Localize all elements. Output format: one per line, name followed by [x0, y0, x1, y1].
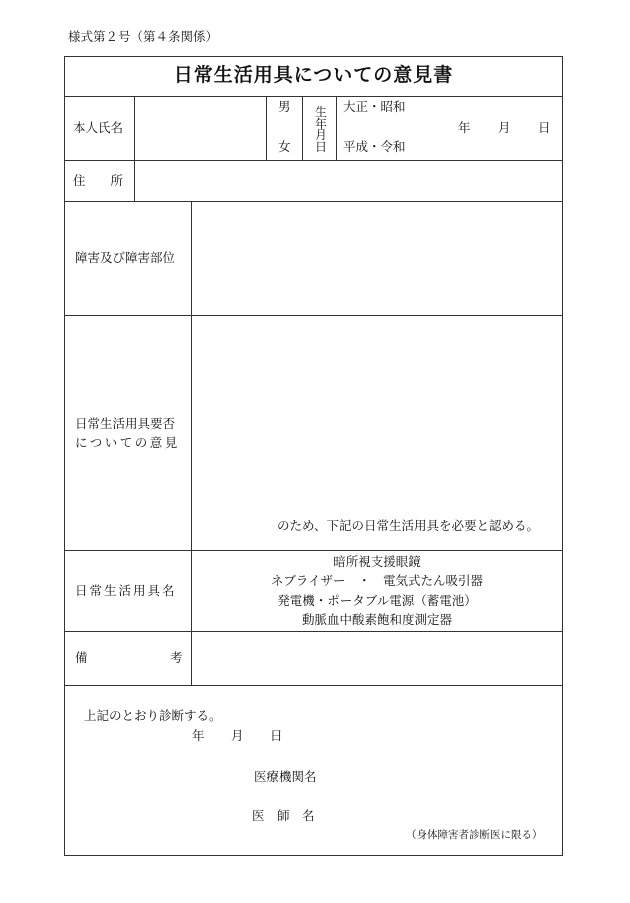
institution-label: 医療機関名 [254, 769, 317, 784]
disability-label: 障害及び障害部位 [75, 250, 176, 265]
divider-name-label [134, 96, 135, 201]
device-item[interactable]: ネブライザー ・ 電気式たん吸引器 [270, 573, 484, 588]
line-address [64, 201, 563, 202]
line-name [64, 160, 563, 161]
diagnosis-statement: 上記のとおり診断する。 [84, 708, 222, 723]
era-upper[interactable]: 大正・昭和 [343, 99, 406, 114]
form-frame [64, 56, 563, 856]
device-item[interactable]: 発電機・ポータブル電源（蓄電池） [277, 593, 477, 608]
form-id: 様式第２号（第４条関係） [68, 29, 219, 44]
doctor-label: 医 師 名 [252, 808, 315, 823]
dob-label: 生年月日 [314, 105, 327, 154]
dob-year: 年 [458, 120, 471, 135]
era-lower[interactable]: 平成・令和 [343, 139, 406, 154]
doctor-note: （身体障害者診断医に限る） [406, 829, 543, 841]
device-item[interactable]: 動脈血中酸素飽和度測定器 [301, 612, 452, 627]
divider-name-sex [266, 96, 267, 160]
devices-label: 日常生活用具名 [75, 583, 177, 598]
divider-sex-dob [302, 96, 303, 160]
address-label: 住 所 [73, 173, 124, 188]
sex-male[interactable]: 男 [278, 99, 291, 114]
remarks-label-left: 備 [75, 650, 88, 665]
page-title: 日常生活用具についての意見書 [173, 64, 454, 86]
dob-month: 月 [498, 120, 511, 135]
divider-lower-labels [191, 201, 192, 685]
line-devices [64, 631, 563, 632]
remarks-label-right: 考 [170, 650, 183, 665]
line-title [64, 96, 563, 97]
footer-date-month: 月 [231, 728, 244, 743]
device-item[interactable]: 暗所視支援眼鏡 [333, 554, 421, 569]
opinion-label-line1: 日常生活用具要否 [75, 416, 176, 431]
line-disability [64, 315, 563, 316]
line-remarks [64, 685, 563, 686]
divider-dob-era [336, 96, 337, 160]
footer-date-day: 日 [270, 728, 283, 743]
footer-date-year: 年 [192, 728, 205, 743]
opinion-label-line2: についての意見 [75, 435, 180, 450]
line-opinion [64, 550, 563, 551]
opinion-closing-text: のため、下記の日常生活用具を必要と認める。 [277, 518, 540, 533]
sex-female[interactable]: 女 [278, 139, 291, 154]
name-label: 本人氏名 [73, 120, 124, 135]
dob-day: 日 [538, 120, 551, 135]
